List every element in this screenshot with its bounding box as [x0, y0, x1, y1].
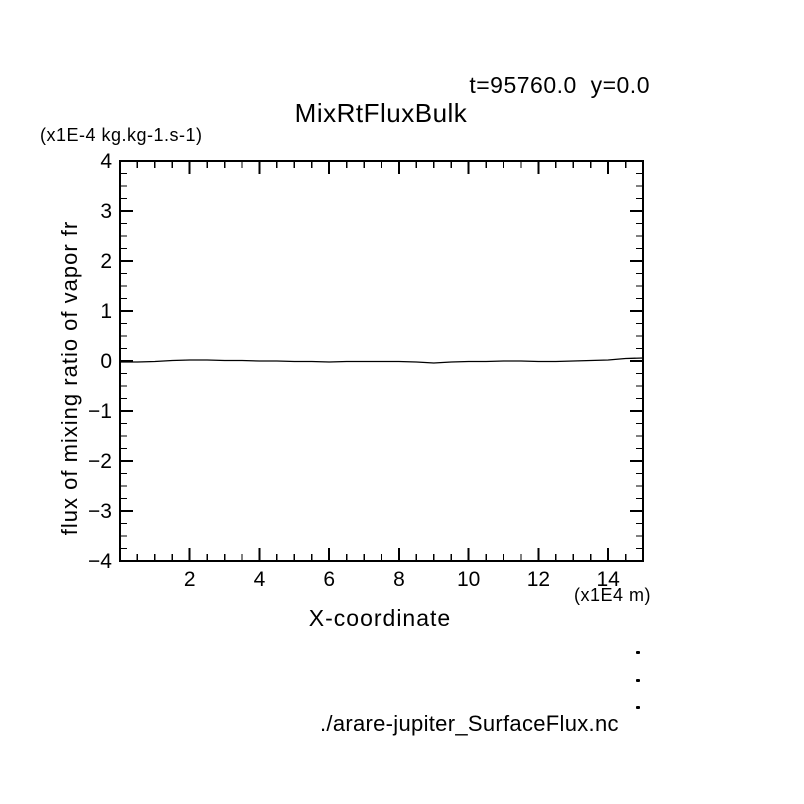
x-tick-label: 6	[323, 568, 336, 591]
y-tick-label: −4	[88, 550, 112, 573]
y-tick-label: −3	[88, 500, 112, 523]
y-tick-label: 4	[100, 150, 112, 173]
x-tick-label: 14	[596, 568, 620, 591]
y-tick-label: −2	[88, 450, 112, 473]
series-line	[120, 358, 643, 363]
x-tick-label: 12	[526, 568, 551, 591]
ellipsis-dot	[636, 651, 640, 654]
ellipsis-dot	[636, 706, 640, 709]
time-annotation: t=95760.0 y=0.0	[469, 72, 650, 98]
y-tick-label: −1	[88, 400, 112, 423]
x-tick-label: 2	[183, 568, 196, 591]
x-tick-label: 8	[393, 568, 405, 591]
x-axis-unit-label: (x1E4 m)	[573, 585, 651, 605]
ellipsis-dot	[636, 679, 640, 682]
y-tick-label: 2	[100, 250, 112, 273]
y-axis-unit-label: (x1E-4 kg.kg-1.s-1)	[40, 125, 203, 145]
x-tick-label: 4	[253, 568, 266, 591]
y-tick-label: 1	[100, 300, 112, 323]
filename-caption: ./arare-jupiter_SurfaceFlux.nc	[320, 711, 619, 736]
x-tick-label: 10	[456, 568, 481, 591]
y-tick-label: 0	[100, 350, 112, 373]
y-axis-title: flux of mixing ratio of vapor fr	[57, 220, 82, 536]
x-axis-title: X-coordinate	[308, 605, 452, 631]
y-tick-label: 3	[100, 200, 112, 223]
chart-title: MixRtFluxBulk	[294, 98, 468, 128]
